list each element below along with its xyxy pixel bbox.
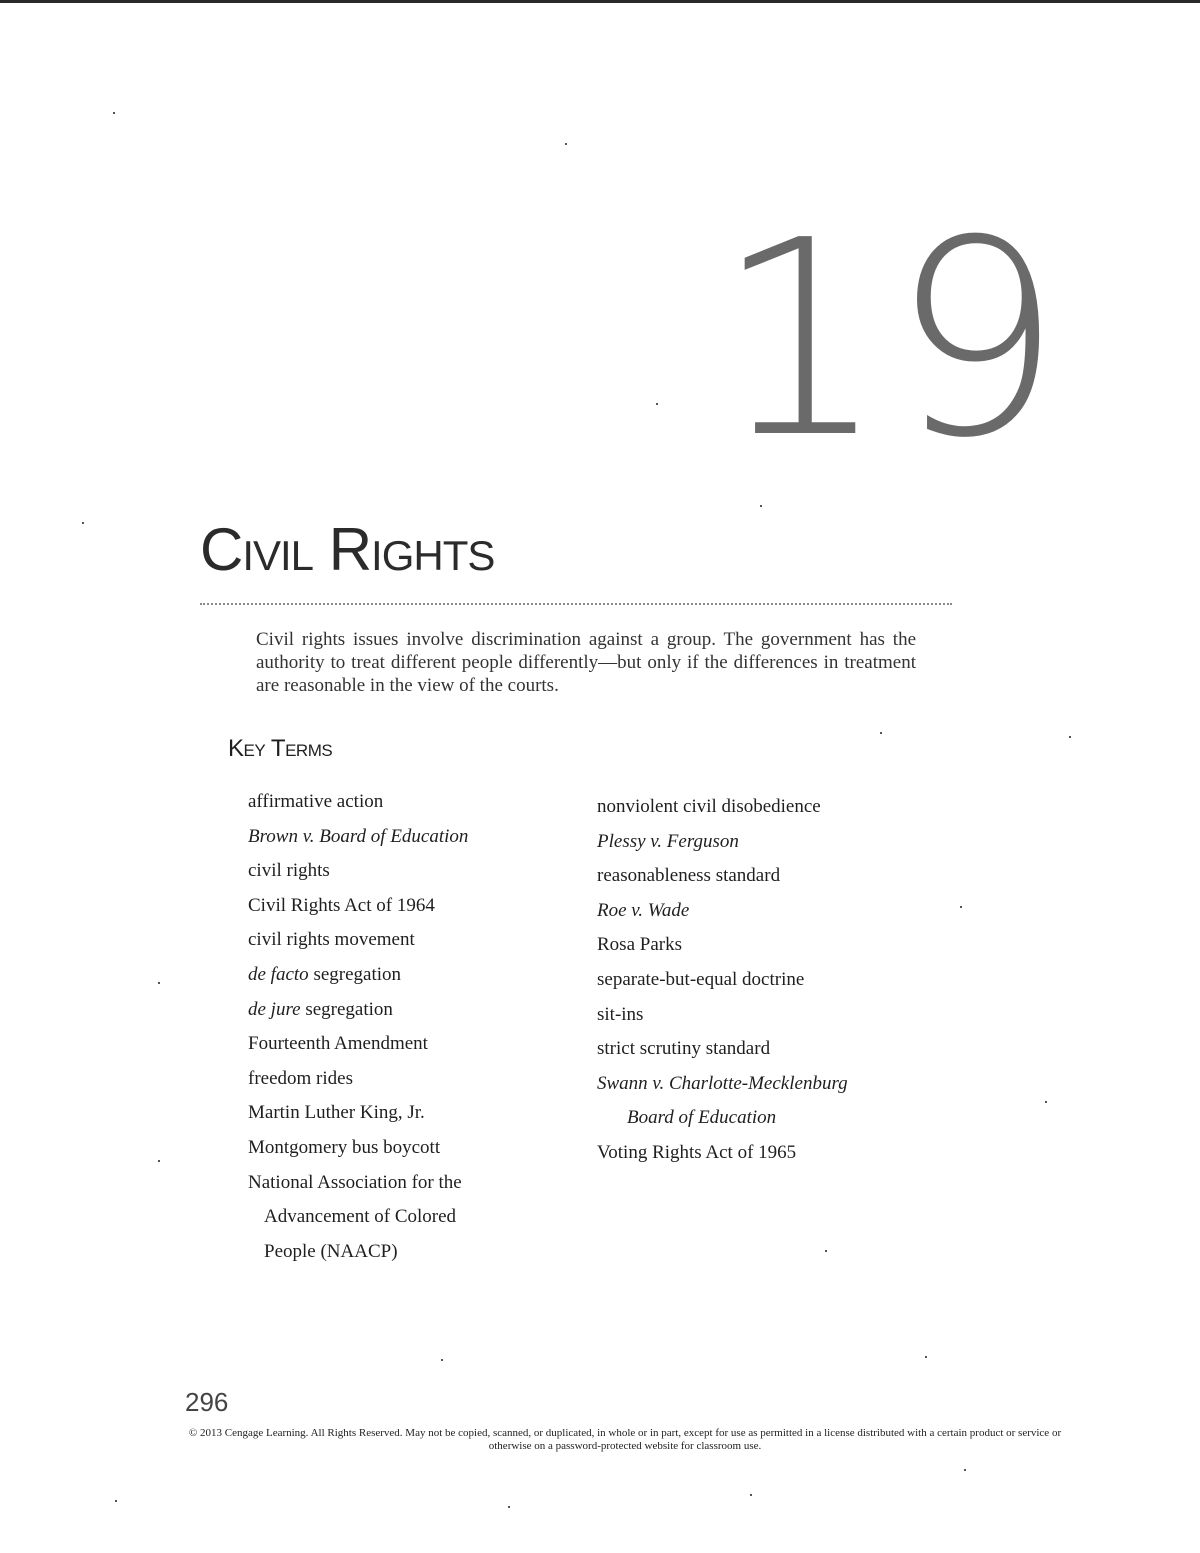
key-term-item: People (NAACP) bbox=[264, 1240, 398, 1262]
scan-speck bbox=[508, 1506, 510, 1508]
key-term-item: strict scrutiny standard bbox=[597, 1038, 771, 1060]
title-divider bbox=[200, 603, 952, 605]
scan-speck bbox=[1045, 1101, 1047, 1103]
key-term-item: Rosa Parks bbox=[597, 934, 682, 956]
scan-speck bbox=[441, 1359, 443, 1361]
scan-speck bbox=[925, 1356, 927, 1358]
chapter-intro: Civil rights issues involve discrimination against a group. The government has the authority to treat different people differently—but only if the differences in treatment are reasonable in the view of the courts. bbox=[256, 629, 916, 696]
scan-speck bbox=[760, 505, 762, 507]
scan-speck bbox=[565, 143, 567, 145]
key-term-item: Roe v. Wade bbox=[597, 899, 690, 921]
key-term-item: Martin Luther King, Jr. bbox=[248, 1102, 425, 1124]
key-term-item: Plessy v. Ferguson bbox=[597, 830, 739, 852]
key-terms-left-column bbox=[248, 790, 468, 1274]
scan-speck bbox=[1069, 736, 1071, 738]
key-term-item: Montgomery bus boycott bbox=[248, 1136, 441, 1158]
scan-speck bbox=[158, 982, 160, 984]
scan-speck bbox=[82, 522, 84, 524]
key-term-item: Brown v. Board of Education bbox=[248, 825, 469, 847]
scan-speck bbox=[115, 1500, 117, 1502]
key-term-item: de facto segregation bbox=[248, 963, 402, 985]
key-term-item: Civil Rights Act of 1964 bbox=[248, 894, 435, 916]
scan-speck bbox=[825, 1250, 827, 1252]
scan-speck bbox=[960, 906, 962, 908]
key-term-item: Voting Rights Act of 1965 bbox=[597, 1141, 797, 1163]
key-term-item: Swann v. Charlotte-Mecklenburg bbox=[597, 1072, 848, 1094]
key-term-item: de jure segregation bbox=[248, 998, 393, 1020]
key-term-item: Fourteenth Amendment bbox=[248, 1033, 428, 1055]
scan-edge-rule bbox=[0, 0, 1200, 3]
scan-speck bbox=[113, 112, 115, 114]
key-term-item: nonviolent civil disobedience bbox=[597, 796, 821, 817]
chapter-title: Civil Rights bbox=[200, 516, 495, 583]
key-term-item: National Association for the bbox=[248, 1171, 462, 1193]
key-term-item: affirmative action bbox=[248, 791, 384, 812]
scan-speck bbox=[750, 1494, 752, 1496]
key-term-item: civil rights movement bbox=[248, 929, 415, 951]
scan-speck bbox=[964, 1469, 966, 1471]
key-terms-heading: Key Terms bbox=[228, 735, 333, 762]
page-number: 296 bbox=[185, 1387, 229, 1417]
key-term-item: separate-but-equal doctrine bbox=[597, 968, 805, 990]
key-term-item: reasonableness standard bbox=[597, 865, 781, 887]
key-term-item: Advancement of Colored bbox=[264, 1206, 457, 1228]
key-term-item: sit-ins bbox=[597, 1003, 644, 1025]
scan-speck bbox=[656, 403, 658, 405]
key-terms-right-column bbox=[597, 795, 848, 1176]
scan-speck bbox=[880, 732, 882, 734]
chapter-number: 19 bbox=[715, 182, 1067, 497]
key-term-item: civil rights bbox=[248, 860, 330, 882]
key-term-item: freedom rides bbox=[248, 1067, 353, 1089]
scan-speck bbox=[158, 1160, 160, 1162]
key-term-item: Board of Education bbox=[627, 1107, 777, 1129]
copyright-notice: © 2013 Cengage Learning. All Rights Reserved. May not be copied, scanned, or duplicated, in whole or in part, except for use as permitted in a license distributed with a certain product or service or otherwise on a password-protected website for classroom use. bbox=[188, 1427, 1062, 1452]
